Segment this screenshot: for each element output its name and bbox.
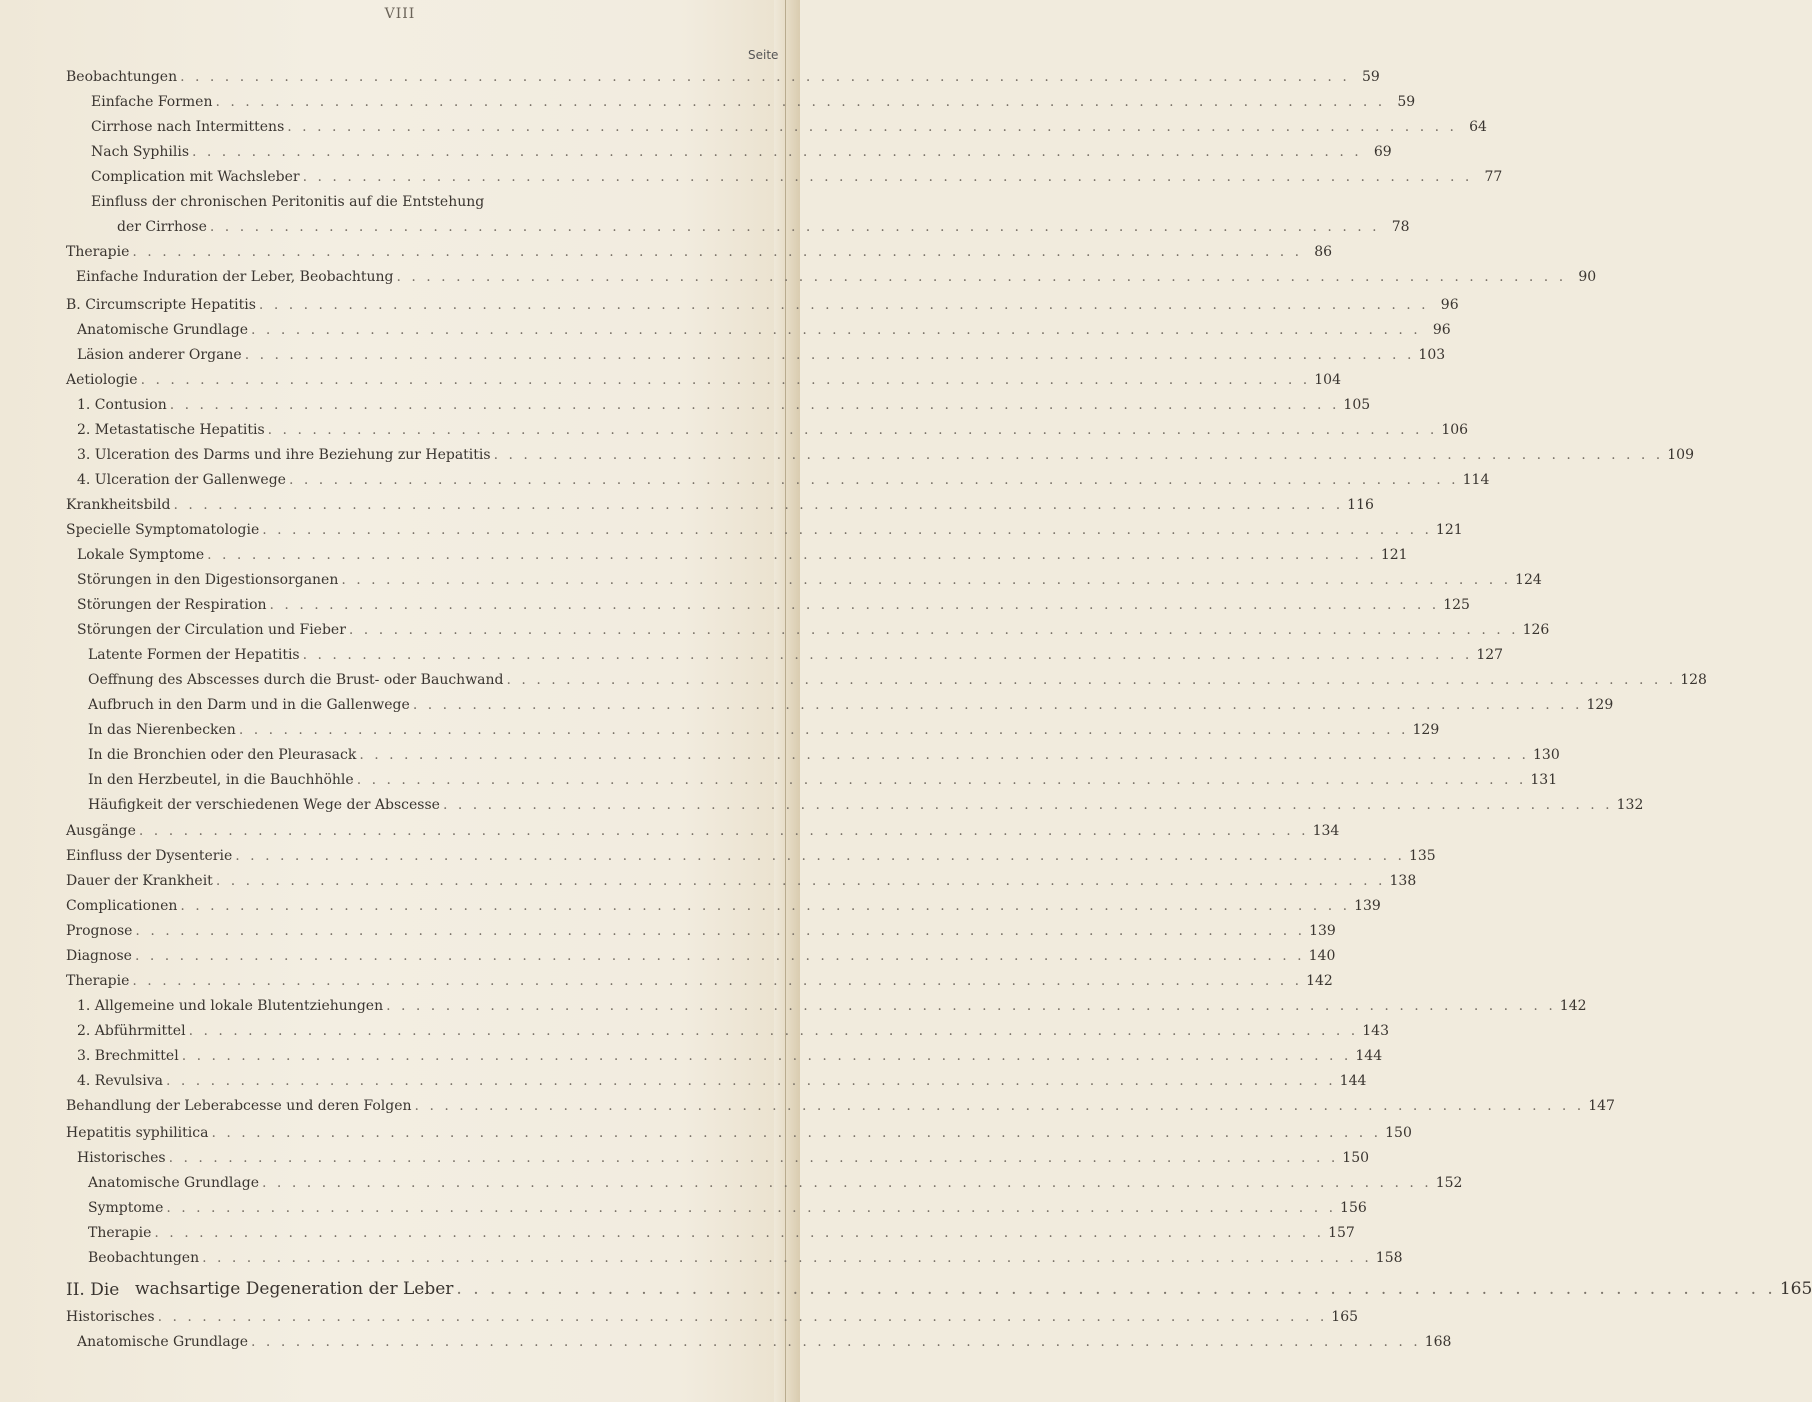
toc-entry (66, 1097, 1615, 1115)
toc-leader-dots: . . . . . . . . . . . . . . . . . . . . . . . . . . . . . . . . . . . . . . . . . . . . . . . . . . . . . . . . . . . . . . . . . . . . . . . . . . . . . . . (244, 347, 1415, 363)
toc-entry-page: 152 (1435, 1175, 1463, 1191)
toc-entry-page: 132 (1616, 797, 1644, 813)
toc-entry (77, 1022, 1389, 1040)
toc-entry-title: Complication mit Wachsleber (91, 169, 300, 185)
toc-entry-page: 127 (1476, 647, 1504, 663)
toc-leader-dots: . . . . . . . . . . . . . . . . . . . . . . . . . . . . . . . . . . . . . . . . . . . . . . . . . . . . . . . . . . . . . . . . . . . . . . . . . . . . . . . (269, 597, 1440, 613)
toc-leader-dots: . . . . . . . . . . . . . . . . . . . . . . . . . . . . . . . . . . . . . . . . . . . . . . . . . . . . . . . . . . . . . . . . . . . . . . . . . . . . . . . (169, 397, 1340, 413)
toc-entry-title: Störungen in den Digestionsorganen (77, 572, 339, 588)
toc-entry-title: der Cirrhose (117, 219, 207, 235)
toc-entry-page: 109 (1667, 447, 1694, 463)
toc-entry-page: 150 (1385, 1125, 1412, 1141)
toc-entry (135, 1279, 1812, 1299)
toc-entry-page: 147 (1588, 1098, 1615, 1114)
toc-entry (66, 897, 1381, 915)
toc-leader-dots: . . . . . . . . . . . . . . . . . . . . . . . . . . . . . . . . . . . . . . . . . . . . . . . . . . . . . . . . . . . . . . . . . . . . . . . . . . . . . . . (166, 1200, 1337, 1216)
toc-entry-page: 78 (1391, 219, 1410, 235)
toc-entry (77, 621, 1550, 639)
toc-leader-dots: . . . . . . . . . . . . . . . . . . . . . . . . . . . . . . . . . . . . . . . . . . . . . . . . . . . . . . . . . . . . . . . . . . . . . . . . . . . . . . . (154, 1225, 1325, 1241)
toc-entry-page: 86 (1314, 244, 1333, 260)
toc-entry-title: Therapie (88, 1225, 152, 1241)
toc-leader-dots: . . . . . . . . . . . . . . . . . . . . . . . . . . . . . . . . . . . . . . . . . . . . . . . . . . . . . . . . . . . . . . . . . . . . . . . . . . . . . . . (238, 722, 1409, 738)
toc-entry-page: 158 (1375, 1250, 1403, 1266)
toc-entry-title: Beobachtungen (66, 69, 178, 85)
toc-leader-dots: . . . . . . . . . . . . . . . . . . . . . . . . . . . . . . . . . . . . . . . . . . . . . . . . . . . . . . . . . . . . . . . . . . . . . . . . . . . . . . . (251, 1334, 1421, 1350)
toc-leader-dots: . . . . . . . . . . . . . . . . . . . . . . . . . . . . . . . . . . . . . . . . . . . . . . . . . . . . . . . . . . . . . . . . . . . . . . . . . . . . . . . (207, 547, 1377, 563)
toc-entry (76, 268, 1597, 286)
toc-entry (77, 421, 1469, 439)
toc-entry-title: 1. Allgemeine und lokale Blutentziehungen (77, 998, 384, 1014)
toc-entry (77, 346, 1446, 364)
toc-entry-page: 96 (1440, 297, 1459, 313)
seite-label: Seite (748, 48, 779, 62)
toc-entry-page: 77 (1484, 169, 1503, 185)
toc-entry-title: 4. Revulsiva (77, 1073, 163, 1089)
toc-leader-dots: . . . . . . . . . . . . . . . . . . . . . . . . . . . . . . . . . . . . . . . . . . . . . . . . . . . . . . . . . . . . . . . . . . . . . . . . . . . . . . . (140, 372, 1311, 388)
toc-entry-title: Einfluss der chronischen Peritonitis auf die Entstehung (91, 194, 485, 210)
toc-entry-title: Complicationen (66, 898, 178, 914)
toc-entry-title: Oeffnung des Abscesses durch die Brust- oder Bauchwand (88, 672, 504, 688)
toc-entry-title: In die Bronchien oder den Pleurasack (88, 747, 357, 763)
toc-entry-title: Symptome (88, 1200, 164, 1216)
toc-entry (66, 1124, 1412, 1142)
toc-entry-title: Ausgänge (66, 823, 136, 839)
toc-entry (77, 596, 1470, 614)
toc-leader-dots: . . . . . . . . . . . . . . . . . . . . . . . . . . . . . . . . . . . . . . . . . . . . . . . . . . . . . . . . . . . . . . . . . . . . . . . . . . . . . . . (235, 848, 1405, 864)
toc-entry-page: 129 (1586, 697, 1614, 713)
toc-entry-page: 106 (1441, 422, 1469, 438)
toc-entry (88, 746, 1560, 764)
toc-entry (77, 571, 1542, 589)
toc-entry-title: Einfache Formen (91, 94, 213, 110)
toc-entry (91, 93, 1416, 111)
toc-leader-dots: . . . . . . . . . . . . . . . . . . . . . . . . . . . . . . . . . . . . . . . . . . . . . . . . . . . . . . . . . . . . . . . . . . . . . . . . . . . . . . . (135, 923, 1306, 939)
toc-entry (117, 218, 1410, 236)
toc-entry-page: 59 (1361, 69, 1380, 85)
toc-entry-title: Specielle Symptomatologie (66, 522, 260, 538)
toc-entry-title: Therapie (66, 244, 130, 260)
toc-entry-page: 64 (1469, 119, 1487, 135)
toc-entry-page: 134 (1312, 823, 1340, 839)
toc-entry-title: Cirrhose nach Intermittens (91, 119, 285, 135)
section-II-label: II. Die (66, 1280, 120, 1300)
toc-entry-page: 142 (1559, 998, 1587, 1014)
toc-entry-page: 114 (1462, 472, 1490, 488)
toc-entry-page: 125 (1443, 597, 1470, 613)
toc-entry-page: 150 (1342, 1150, 1370, 1166)
toc-leader-dots: . . . . . . . . . . . . . . . . . . . . . . . . . . . . . . . . . . . . . . . . . . . . . . . . . . . . . . . . . . . . . . . . . . . . . . . . . . . . . . . (386, 998, 1556, 1014)
toc-entry (66, 922, 1336, 940)
toc-entry (66, 371, 1341, 389)
toc-leader-dots: . . . . . . . . . . . . . . . . . . . . . . . . . . . . . . . . . . . . . . . . . . . . . . . . . . . . . . . . . . . . . . . . . . . . . . . . . . . . . . . (359, 747, 1529, 763)
toc-entry-title: Beobachtungen (88, 1250, 200, 1266)
toc-leader-dots: . . . . . . . . . . . . . . . . . . . . . . . . . . . . . . . . . . . . . . . . . . . . . . . . . . . . . . . . . . . . . . . . . . . . . . . . . . . . . . . (251, 322, 1421, 338)
toc-entry-title: Prognose (66, 923, 133, 939)
toc-entry (88, 696, 1614, 714)
toc-entry-page: 124 (1515, 572, 1542, 588)
toc-leader-dots: . . . . . . . . . . . . . . . . . . . . . . . . . . . . . . . . . . . . . . . . . . . . . . . . . . . . . . . . . . . . . . . . . . . . . . . . . . . . . . . (302, 647, 1473, 663)
toc-entry (77, 546, 1408, 564)
toc-entry-title: Störungen der Circulation und Fieber (77, 622, 346, 638)
toc-entry-title: Behandlung der Leberabcesse und deren Folgen (66, 1098, 412, 1114)
toc-entry-page: 69 (1373, 144, 1392, 160)
toc-entry-title: In den Herzbeutel, in die Bauchhöhle (88, 772, 354, 788)
toc-leader-dots: . . . . . . . . . . . . . . . . . . . . . . . . . . . . . . . . . . . . . . . . . . . . . . . . . . . . . . . . . . . . . . . . . . . . . . . . . . . . . . . (157, 1309, 1328, 1325)
toc-leader-dots: . . . . . . . . . . . . . . . . . . . . . . . . . . . . . . . . . . . . . . . . . . . . . . . . . . . . . . . . . . . . . . . . . . . . . . . . . . . . . . . (180, 69, 1350, 85)
toc-entry-page: 165 (1779, 1279, 1812, 1299)
toc-entry-title: Therapie (66, 973, 130, 989)
toc-entry (91, 118, 1487, 136)
toc-entry-title: Latente Formen der Hepatitis (88, 647, 300, 663)
toc-entry (88, 771, 1558, 789)
toc-leader-dots: . . . . . . . . . . . . . . . . . . . . . . . . . . . . . . . . . . . . . . . . . . . . . . . . . . . . . . . . . . . . . . . . . . . . . . . . . . . . . . . (288, 472, 1459, 488)
toc-entry-title: 1. Contusion (77, 397, 167, 413)
toc-entry-page: 144 (1339, 1073, 1367, 1089)
toc-entry-title: Dauer der Krankheit (66, 873, 213, 889)
toc-entry-title: Anatomische Grundlage (77, 322, 249, 338)
toc-entry (88, 671, 1707, 689)
toc-entry-page: 139 (1354, 898, 1381, 914)
toc-leader-dots: . . . . . . . . . . . . . . . . . . . . . . . . . . . . . . . . . . . . . . . . . . . . . . . . . . . . . . . . . . . . . . . . . . . . . . . . . . . . . . . (165, 1073, 1336, 1089)
toc-entry (77, 446, 1694, 464)
toc-entry (66, 68, 1380, 86)
toc-entry-title: In das Nierenbecken (88, 722, 236, 738)
toc-entry-page: 90 (1578, 269, 1597, 285)
toc-entry (91, 168, 1503, 186)
toc-entry-title: Diagnose (66, 948, 132, 964)
toc-entry-page: 142 (1306, 973, 1333, 989)
toc-entry-page: 135 (1408, 848, 1436, 864)
toc-entry-page: 143 (1362, 1023, 1389, 1039)
toc-entry (66, 296, 1459, 314)
toc-leader-dots: . . . . . . . . . . . . . . . . . . . . . . . . . . . . . . . . . . . . . . . . . . . . . . . . . . . . . . . . . . . . . . . . . . . . . . . . . . . . . . . (202, 1250, 1372, 1266)
toc-entry-page: 156 (1340, 1200, 1367, 1216)
toc-entry (77, 1072, 1367, 1090)
toc-entry (77, 1333, 1452, 1351)
toc-leader-dots: . . . . . . . . . . . . . . . . . . . . . . . . . . . . . . . . . . . . . . . . . . . . . . . . . . . . . . . . . . . . . . . . . . . . . . . . . . . . . . . (209, 219, 1380, 235)
toc-entry-title: Krankheitsbild (66, 497, 171, 513)
toc-entry-page: 139 (1309, 923, 1336, 939)
toc-leader-dots: . . . . . . . . . . . . . . . . . . . . . . . . . . . . . . . . . . . . . . . . . . . . . . . . . . . . . . . . . . . . . . . . . . . . . . . . . . . . . . . (506, 672, 1677, 688)
toc-entry (91, 193, 768, 211)
toc-entry (66, 872, 1417, 890)
toc-entry-page: 130 (1533, 747, 1560, 763)
toc-entry (77, 396, 1371, 414)
toc-entry (88, 1249, 1403, 1267)
toc-entry-page: 59 (1397, 94, 1416, 110)
toc-entry-page: 168 (1424, 1334, 1452, 1350)
toc-entry (88, 1174, 1463, 1192)
toc-entry (77, 997, 1587, 1015)
toc-entry-title: Anatomische Grundlage (77, 1334, 249, 1350)
toc-entry-title: Läsion anderer Organe (77, 347, 242, 363)
toc-entry-page: 104 (1314, 372, 1341, 388)
toc-entry-title: wachsartige Degeneration der Leber (135, 1279, 454, 1299)
toc-leader-dots: . . . . . . . . . . . . . . . . . . . . . . . . . . . . . . . . . . . . . . . . . . . . . . . . . . . . . . . . . . . . . . . . . . . . . . . . . . . . . . . (192, 144, 1362, 160)
toc-leader-dots: . . . . . . . . . . . . . . . . . . . . . . . . . . . . . . . . . . . . . . . . . . . . . . . . . . . . . . . . . . . . . . . . . . . . . . . . . . . . . . . (138, 823, 1309, 839)
toc-entry-title: 3. Ulceration des Darms und ihre Beziehung zur Hepatitis (77, 447, 491, 463)
toc-leader-dots: . . . . . . . . . . . . . . . . . . . . . . . . . . . . . . . . . . . . . . . . . . . . . . . . . . . . . . . . . . . . . . . . . . . . . . . . . . . . . . . (211, 1125, 1382, 1141)
toc-entry-title: Historisches (77, 1150, 166, 1166)
toc-entry-page: 138 (1389, 873, 1417, 889)
toc-leader-dots: . . . . . . . . . . . . . . . . . . . . . . . . . . . . . . . . . . . . . . . . . . . . . . . . . . . . . . . . . . . . . . . . . . . . . . . . . . . . . . . (215, 94, 1386, 110)
toc-entry (88, 1224, 1355, 1242)
toc-entry (77, 1047, 1383, 1065)
toc-leader-dots: . . . . . . . . . . . . . . . . . . . . . . . . . . . . . . . . . . . . . . . . . . . . . . . . . . . . . . . . . . . . . . . . . . . . . . . . . . . . . . . (412, 697, 1583, 713)
toc-entry (88, 796, 1644, 814)
toc-leader-dots: . . . . . . . . . . . . . . . . . . . . . . . . . . . . . . . . . . . . . . . . . . . . . . . . . . . . . . . . . . . . . . . . . . . . . . . . . . . . . . . (341, 572, 1512, 588)
toc-leader-dots: . . . . . . . . . . . . . . . . . . . . . . . . . . . . . . . . . . . . . . . . . . . . . . . . . . . . . . . . . . . . . . . . . . . . . . . . . . . . . . . (180, 898, 1351, 914)
toc-entry-title: Hepatitis syphilitica (66, 1125, 209, 1141)
toc-entry (91, 143, 1392, 161)
toc-leader-dots: . . . . . . . . . . . . . . . . . . . . . . . . . . . . . . . . . . . . . . . . . . . . . . . . . . . . . . . . . . . . . . . . . . . . . . . . . . . . . . . (267, 422, 1438, 438)
toc-entry-page: 126 (1522, 622, 1550, 638)
toc-entry-page: 129 (1412, 722, 1440, 738)
toc-leader-dots: . . . . . . . . . . . . . . . . . . . . . . . . . . . . . . . . . . . . . . . . . . . . . . . . . . . . . . . . . . . . . . . . . . . . . . . . . . . . . . . (215, 873, 1386, 889)
toc-leader-dots: . . . . . . . . . . . . . . . . . . . . . . . . . . . . . . . . . . . . . . . . . . . . . . . . . . . . . . . . . . . . . . . . . . . . . . . . . . . . . . . (132, 244, 1303, 260)
toc-entry-title: Aetiologie (66, 372, 138, 388)
toc-entry-page: 128 (1680, 672, 1707, 688)
toc-leader-dots: . . . . . . . . . . . . . . . . . . . . . . . . . . . . . . . . . . . . . . . . . . . . . . . . . . . . . . . . . . . . . . . . . . . . . . . . . . . . . . . (396, 269, 1567, 285)
page-number-roman: VIII (384, 6, 416, 22)
toc-entry-page: 165 (1331, 1309, 1359, 1325)
toc-entry-page: 103 (1418, 347, 1446, 363)
toc-leader-dots: . . . . . . . . . . . . . . . . . . . . . . . . . . . . . . . . . . . . . . . . . . . . . . . . . . . . . . . . . . . . . . . . . . . . . . . . . . . . . . . (287, 119, 1457, 135)
toc-leader-dots: . . . . . . . . . . . . . . . . . . . . . . . . . . . . . . . . . . . . . . . . . . . . . . . . . . . . . . . . . . . . . . . . . . . . . . . . . . . . . . . (493, 447, 1664, 463)
toc-entry-title: Lokale Symptome (77, 547, 205, 563)
toc-entry (66, 496, 1374, 514)
toc-entry-title: Häufigkeit der verschiedenen Wege der Abscesse (88, 797, 440, 813)
toc-entry-title: Einfache Induration der Leber, Beobachtung (76, 269, 394, 285)
toc-entry-title: Nach Syphilis (91, 144, 189, 160)
toc-entry-title: 3. Brechmittel (77, 1048, 179, 1064)
toc-entry (77, 471, 1490, 489)
toc-entry-page: 96 (1432, 322, 1451, 338)
toc-leader-dots: . . . . . . . . . . . . . . . . . . . . . . . . . . . . . . . . . . . . . . . . . . . . . . . . . . . . . . . . . . . . . . . . . . . . . . . . . . . . . . . (456, 1279, 1776, 1299)
toc-entry-page: 144 (1355, 1048, 1383, 1064)
toc-leader-dots: . . . . . . . . . . . . . . . . . . . . . . . . . . . . . . . . . . . . . . . . . . . . . . . . . . . . . . . . . . . . . . . . . . . . . . . . . . . . . . . (188, 1023, 1359, 1039)
toc-entry (88, 721, 1440, 739)
toc-entry-title: Anatomische Grundlage (88, 1175, 260, 1191)
toc-entry-title: Historisches (66, 1309, 155, 1325)
toc-entry-title: B. Circumscripte Hepatitis (66, 297, 256, 313)
toc-entry (66, 521, 1463, 539)
toc-entry-title: Aufbruch in den Darm und in die Gallenwege (88, 697, 410, 713)
toc-entry (66, 822, 1340, 840)
toc-entry-page: 121 (1435, 522, 1463, 538)
toc-entry (66, 243, 1333, 261)
toc-leader-dots: . . . . . . . . . . . . . . . . . . . . . . . . . . . . . . . . . . . . . . . . . . . . . . . . . . . . . . . . . . . . . . . . . . . . . . . . . . . . . . . (302, 169, 1473, 185)
toc-entry (77, 321, 1451, 339)
toc-entry (88, 646, 1504, 664)
toc-leader-dots: . . . . . . . . . . . . . . . . . . . . . . . . . . . . . . . . . . . . . . . . . . . . . . . . . . . . . . . . . . . . . . . . . . . . . . . . . . . . . . . (173, 497, 1344, 513)
toc-leader-dots: . . . . . . . . . . . . . . . . . . . . . . . . . . . . . . . . . . . . . . . . . . . . . . . . . . . . . . . . . . . . . . . . . . . . . . . . . . . . . . . (181, 1048, 1352, 1064)
toc-entry-page: 131 (1530, 772, 1558, 788)
toc-leader-dots: . . . . . . . . . . . . . . . . . . . . . . . . . . . . . . . . . . . . . . . . . . . . . . . . . . . . . . . . . . . . . . . . . . . . . . . . . . . . . . . (348, 622, 1519, 638)
toc-entry-title: 4. Ulceration der Gallenwege (77, 472, 286, 488)
toc-entry-page: 116 (1347, 497, 1374, 513)
toc-entry (66, 1308, 1359, 1326)
toc-entry (88, 1199, 1367, 1217)
toc-entry (66, 847, 1436, 865)
toc-leader-dots: . . . . . . . . . . . . . . . . . . . . . . . . . . . . . . . . . . . . . . . . . . . . . . . . . . . . . . . . . . . . . . . . . . . . . . . . . . . . . . . (132, 973, 1303, 989)
toc-leader-dots: . . . . . . . . . . . . . . . . . . . . . . . . . . . . . . . . . . . . . . . . . . . . . . . . . . . . . . . . . . . . . . . . . . . . . . . . . . . . . . . (414, 1098, 1585, 1114)
toc-entry-page: 105 (1343, 397, 1371, 413)
toc-entry (66, 947, 1336, 965)
toc-leader-dots: . . . . . . . . . . . . . . . . . . . . . . . . . . . . . . . . . . . . . . . . . . . . . . . . . . . . . . . . . . . . . . . . . . . . . . . . . . . . . . . (442, 797, 1613, 813)
toc-entry-title: Störungen der Respiration (77, 597, 267, 613)
toc-entry (77, 1149, 1370, 1167)
toc-entry-page: 140 (1308, 948, 1336, 964)
toc-leader-dots: . . . . . . . . . . . . . . . . . . . . . . . . . . . . . . . . . . . . . . . . . . . . . . . . . . . . . . . . . . . . . . . . . . . . . . . . . . . . . . . (134, 948, 1305, 964)
toc-entry-page: 157 (1328, 1225, 1355, 1241)
toc-entry-title: 2. Metastatische Hepatitis (77, 422, 265, 438)
toc-leader-dots: . . . . . . . . . . . . . . . . . . . . . . . . . . . . . . . . . . . . . . . . . . . . . . . . . . . . . . . . . . . . . . . . . . . . . . . . . . . . . . . (168, 1150, 1339, 1166)
toc-entry-title: Einfluss der Dysenterie (66, 848, 233, 864)
toc-leader-dots: . . . . . . . . . . . . . . . . . . . . . . . . . . . . . . . . . . . . . . . . . . . . . . . . . . . . . . . . . . . . . . . . . . . . . . . . . . . . . . . (356, 772, 1527, 788)
toc-entry-page: 121 (1380, 547, 1408, 563)
toc-entry-title: 2. Abführmittel (77, 1023, 186, 1039)
toc-leader-dots: . . . . . . . . . . . . . . . . . . . . . . . . . . . . . . . . . . . . . . . . . . . . . . . . . . . . . . . . . . . . . . . . . . . . . . . . . . . . . . . (262, 1175, 1432, 1191)
toc-leader-dots: . . . . . . . . . . . . . . . . . . . . . . . . . . . . . . . . . . . . . . . . . . . . . . . . . . . . . . . . . . . . . . . . . . . . . . . . . . . . . . . (262, 522, 1432, 538)
toc-leader-dots: . . . . . . . . . . . . . . . . . . . . . . . . . . . . . . . . . . . . . . . . . . . . . . . . . . . . . . . . . . . . . . . . . . . . . . . . . . . . . . . (258, 297, 1429, 313)
toc-entry (66, 972, 1333, 990)
